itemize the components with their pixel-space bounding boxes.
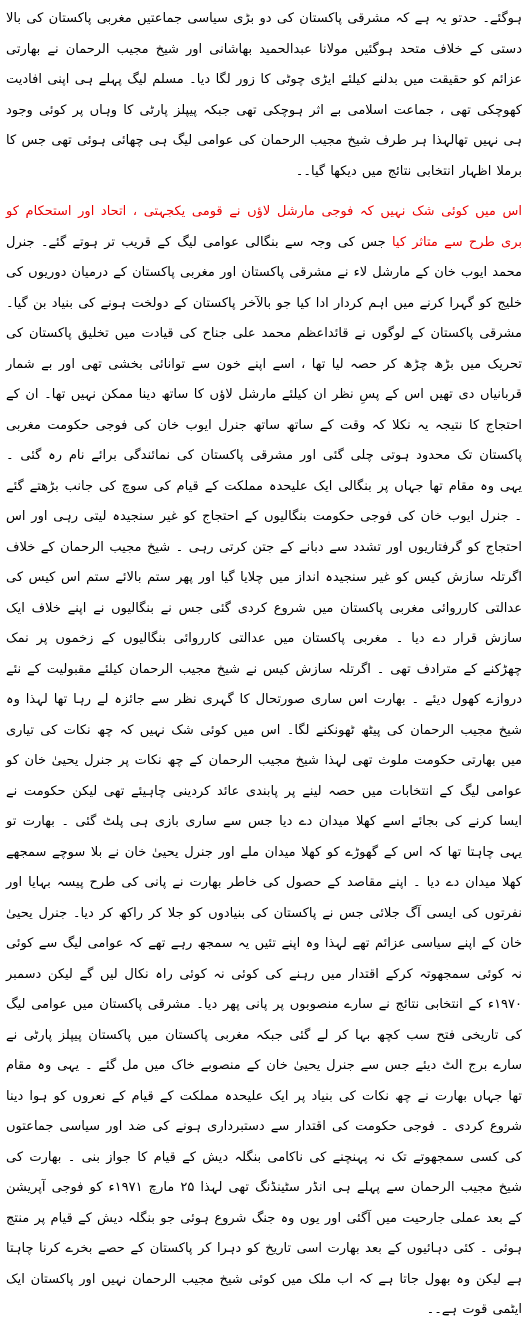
paragraph-2 [6, 197, 522, 1326]
paragraph-1: ہوگئے۔ حدتو یہ ہے کہ مشرقی پاکستان کی دو بڑی سیاسی جماعتیں مغربی پاکستان کی بالا دستی کے خلاف متحد ہوگئیں مولانا عبدالحمید بھاشانی اور شیخ مجیب الرحمان نے بھارتی عزائم کو حقیقت میں بدلنے کیلئے ایڑی چوٹی کا زور لگا دیا۔ مسلم لیگ پہلے ہی اپنی افادیت کھوچکی تھی ، جماعت اسلامی بے اثر ہوچکی تھی جبکہ پیپلز پارٹی کا وہاں پر کوئی وجود ہی نہیں تھالہذا ہر طرف شیخ مجیب الرحمان کی عوامی لیگ ہی چھائی ہوئی تھی جس کا برملا اظہار انتخابی نتائج میں دیکھا گیا۔۔ [6, 11, 522, 179]
paragraph-2-body: جس کی وجہ سے بنگالی عوامی لیگ کے قریب تر ہوتے گئے۔ جنرل محمد ایوب خان کے مارشل لاء نے مشرقی پاکستان اور مغربی پاکستان کے درمیان دوریوں کی خلیج کو گہرا کرنے میں اہم کردار ادا کیا جو بالآخر پاکستان کے دولخت ہونے کی بنیاد بن گیا۔ مشرقی پاکستان کے لوگوں نے قائداعظم محمد علی جناح کی قیادت میں تخلیق پاکستان کی تحریک میں بڑھ چڑھ کر حصہ لیا تھا ، اسے اپنے خون سے توانائی بخشی تھی اور بے شمار قربانیاں دی تھیں اس کے پسِ نظر ان کیلئے مارشل لاؤں کا ساتھ دینا ممکن نہیں تھا۔ ان کے احتجاج کا نتیجہ یہ نکلا کہ وقت کے ساتھ ساتھ جنرل ایوب خان کی فوجی حکومت مغربی پاکستان تک محدود ہوتی چلی گئی اور مشرقی پاکستان کی نمائندگی برائے نام رہ گئی ۔ یہی وہ مقام تھا جہاں پر بنگالی ایک علیحدہ مملکت کے قیام کی سوچ کی جانب بڑھتے گئے ۔ جنرل ایوب خان کی فوجی حکومت بنگالیوں کے احتجاج کو غیر سنجیدہ لیتی رہی اور اس احتجاج کو گرفتاریوں اور تشدد سے دبانے کے جتن کرتی رہی ۔ شیخ مجیب الرحمان کے خلاف اگرتلہ سازش کیس کو غیر سنجیدہ انداز میں چلایا گیا اور پھر ستم بالائے ستم اس کیس کی عدالتی کارروائی مغربی پاکستان میں شروع کردی گئی جس نے بنگالیوں نے اپنے خلاف ایک سازش قرار دے دیا ۔ مغربی پاکستان میں عدالتی کارروائی بنگالیوں کے زخموں پر نمک چھڑکنے کے مترادف تھی ۔ اگرتلہ سازش کیس نے شیخ مجیب الرحمان کیلئے مقبولیت کے نئے دروازے کھول دیئے ۔ بھارت اس ساری صورتحال کا گہری نظر سے جائزہ لے رہا تھا لہذا وہ شیخ مجیب الرحمان کی پیٹھ ٹھونکنے لگا۔ اس میں کوئی شک نہیں کہ چھ نکات کی تیاری میں بھارتی حکومت ملوث تھی لہذا شیخ مجیب الرحمان کے چھ نکات پر جنرل یحییٰ خان کو عوامی لیگ کے انتخابات میں حصہ لینے پر پابندی عائد کردینی چاہیئے تھی لیکن حکومت نے ایسا کرنے کی بجائے اسے کھلا میدان دے دیا جس سے ساری بازی ہی پلٹ گئی ۔ بھارت تو یہی چاہتا تھا کہ اس کے گھوڑے کو کھلا میدان ملے اور جنرل یحییٰ خان نے بلا سوچے سمجھے کھلا میدان دے دیا ۔ اپنے مقاصد کے حصول کی خاطر بھارت نے پانی کی طرح پیسہ بہایا اور نفرتوں کی ایسی آگ جلائی جس نے پاکستان کی بنیادوں کو جلا کر راکھ کر دیا۔ جنرل یحییٰ خان کے اپنے سیاسی عزائم تھے لہذا وہ اپنے تئیں یہ سمجھ رہے تھے کہ عوامی لیگ سے کوئی نہ کوئی سمجھوتہ کرکے اقتدار میں رہنے کی کوئی نہ کوئی راہ نکال لیں گے لیکن دسمبر ۱۹۷۰ء کے انتخابی نتائج نے سارے منصوبوں پر پانی پھر دیا۔ مشرقی پاکستان میں عوامی لیگ کی تاریخی فتح سب کچھ بہا کر لے گئی جبکہ مغربی پاکستان میں پاکستان پیپلز پارٹی نے سارے برج الٹ دیئے جس سے جنرل یحییٰ خان کے منصوبے خاک میں مل گئے ۔ یہی وہ مقام تھا جہاں بھارت نے چھ نکات کی بنیاد پر ایک علیحدہ مملکت کے قیام کے نعروں کو ہوا دینا شروع کردی ۔ فوجی حکومت کی اقتدار سے دستبرداری ہونے کی ضد اور سیاسی جماعتوں کی کسی سمجھوتے تک نہ پہنچنے کی ناکامی بنگلہ دیش کے قیام کا جواز بنی ۔ بھارت کی شیخ مجیب الرحمان سے پہلے ہی انڈر سٹینڈنگ تھی لہذا ۲۵ مارچ ۱۹۷۱ء کو فوجی آپریشن کے بعد عملی جارحیت میں آگئی اور یوں وہ جنگ شروع ہوئی جو بنگلہ دیش کے قیام پر منتج ہوئی ۔ کئی دہائیوں کے بعد بھارت اسی تاریخ کو دہرا کر پاکستان کے حصے بخرے کرنا چاہتا ہے لیکن وہ بھول جاتا ہے کہ اب ملک میں کوئی شیخ مجیب الرحمان نہیں اور پاکستان ایک ایٹمی قوت ہے۔۔ [6, 234, 523, 1317]
highlighted-sentence: اس میں کوئی شک نہیں کہ فوجی مارشل لاؤں نے قومی یکجہتی ، اتحاد اور استحکام کو بری طرح سے متاثر کیا [6, 204, 522, 250]
